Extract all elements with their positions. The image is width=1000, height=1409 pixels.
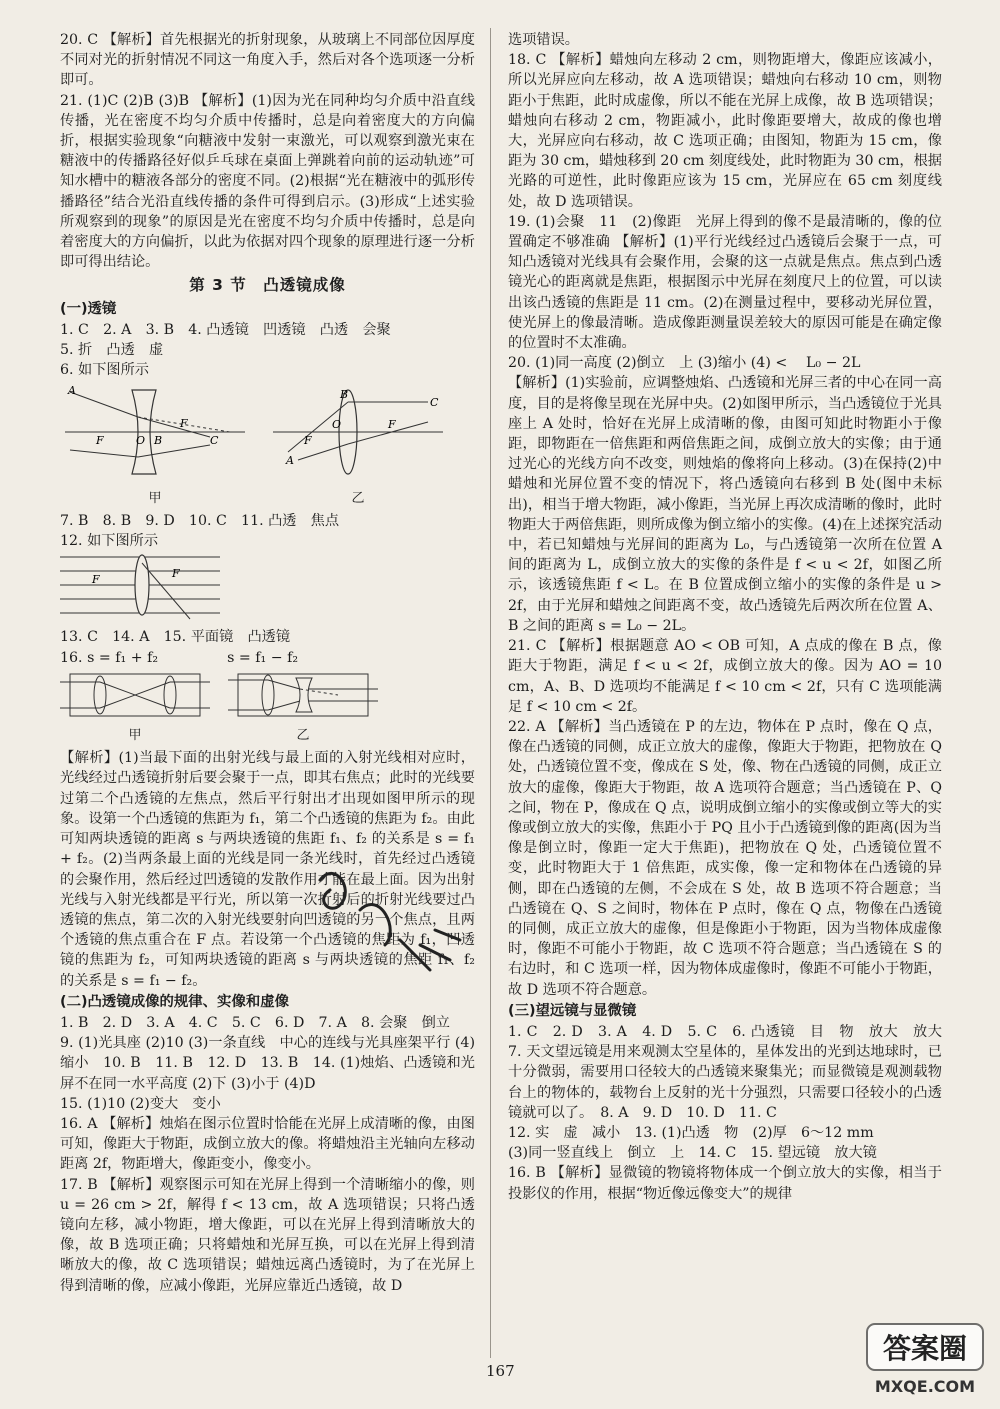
answer-18: 18. C 【解析】蜡烛向左移动 2 cm，则物距增大，像距应该减小，所以光屏应向左移动，故 A 选项错误；蜡烛向右移动 10 cm，则物距小于焦距，此时成虚像，所以不能在光屏上成像，故 B 选项错误；蜡烛向右移动 2 cm，物距减小，此时像距要增大，故成的像也增大，光屏应向右移动，故 C 选项正确；由图知，物距为 15 cm，像距为 30 cm，蜡烛移到 20 cm 刻度线处，此时物距为 30 cm，根据光路的可逆性，此时像距应该为 15 cm，光屏应在 65 cm 刻度线处，故 D 选项错误。 <box>508 52 942 210</box>
answers-13-15: (3)同一竖直线上 倒立 上 14. C 15. 望远镜 放大镜 <box>508 1145 877 1162</box>
svg-text:O: O <box>332 418 342 432</box>
svg-text:答案圈: 答案圈 <box>882 1332 968 1365</box>
answer-20-explanation: 【解析】(1)实验前，应调整烛焰、凸透镜和光屏三者的中心在同一高度，目的是将像呈现在光屏中央。(2)如图甲所示，当凸透镜位于光具座上 A 处时，恰好在光屏上成清晰的像，由图可知此时物距小于像距，即物距在一倍焦距和两倍焦距之间，成倒立放大的实像；由于通过光心的光线方向不改变，则烛焰的像将向上移动。(3)在保持(2)中蜡烛和光屏位置不变的情况下，将凸透镜向右移到 B 处(图中未标出)，相当于增大物距，减小像距，当光屏上再次成清晰的像时，此时物距大于两倍焦距，则所成像为倒立缩小的实像。(4)在上述探究活动中，若已知蜡烛与光屏间的距离为 L₀，与凸透镜第一次所在位置 A 间的距离为 L，成倒立放大的实像的条件是 f < u < 2f，如图乙所示，该透镜焦距 f < L。在 B 位置成倒立缩小的实像的条件是 u > 2f，由于光屏和蜡烛之间距离不变，故凸透镜先后两次所在位置 A、B 之间的距离 s = L₀ − 2L。 <box>508 375 942 634</box>
answer-20: 20. C 【解析】首先根据光的折射现象，从玻璃上不同部位因厚度不同对光的折射情况不同这一角度入手，然后对各个选项逐一分析即可。 <box>60 32 475 89</box>
figure-6 <box>60 382 475 508</box>
answer-15: 15. (1)10 (2)变大 变小 <box>60 1095 221 1112</box>
svg-text:F: F <box>304 434 312 448</box>
svg-text:B: B <box>154 434 163 448</box>
answer-12: 12. 如下图所示 <box>60 533 159 550</box>
figure-6-caption-right: 乙 <box>351 490 365 506</box>
column-divider <box>490 28 491 1358</box>
subsection-telescope-microscope: (三)望远镜与显微镜 <box>508 1002 637 1019</box>
left-column <box>60 30 475 1296</box>
svg-text:F: F <box>172 567 180 581</box>
answer-6: 6. 如下图所示 <box>60 362 149 379</box>
section-title: 第 3 节 凸透镜成像 <box>189 276 346 295</box>
figure-6-caption-left: 甲 <box>148 490 162 506</box>
answers-1-11: 1. C 2. D 3. A 4. D 5. C 6. 凸透镜 目 物 放大 放大 7. 天文望远镜是用来观测太空星体的，星体发出的光到达地球时，已十分微弱，需要用口径较大的凸透镜来聚集光；而显微镜是观测载物台上的物体的，载物台上反射的光十分强烈，只需要口径较小的凸透镜就可以了。 8. A 9. D 10. D 11. C <box>508 1023 957 1121</box>
svg-text:F: F <box>180 417 188 431</box>
answers-1-4: 1. C 2. A 3. B 4. 凸透镜 凹透镜 凸透 会聚 <box>60 321 391 338</box>
svg-text:B: B <box>340 388 349 402</box>
figure-16-left-diagram <box>60 670 210 720</box>
formula-sum: 16. s = f₁ + f₂ <box>60 649 159 666</box>
right-column <box>508 30 957 1204</box>
answer-22: 22. A 【解析】当凸透镜在 P 的左边，物体在 P 点时，像在 Q 点，像在凸透镜的同侧，成正立放大的虚像，像距大于物距，把物放在 Q 处，凸透镜位置不变，像成在 S 处，像、物在凸透镜的同侧，成正立放大的虚像，像距大于物距，故 A 选项符合题意；当凸透镜在 P、Q 之间，物在 P，像成在 Q 点，说明成倒立缩小的实像或倒立等大的实像或倒立放大的实像，焦距小于 PQ 且小于凸透镜到像的距离(因为当像是倒立时，像距一定大于焦距)，把物放在 Q 处，凸透镜位置不变，此时物距大于 1 倍焦距，成实像，像一定和物体在凸透镜的异侧，即在凸透镜的左侧，不会成在 S 处，故 B 选项不符合题意；当凸透镜在 Q、S 之间时，物体在 P 点时，像在 Q 点，物像在凸透镜的同侧，成正立放大的虚像，但是像距小于物距，因为当物体成虚像时，像距不可能小于物距，故 C 选项不符合题意；当凸透镜在 S 的右边时，和 C 选项一样，因为物体成虚像时，像距不可能小于物距，故 D 选项不符合题意。 <box>508 718 942 998</box>
svg-text:C: C <box>430 396 439 410</box>
watermark-logo <box>865 1320 985 1400</box>
handwriting-scribble <box>300 850 470 990</box>
figure-16-caption-left: 甲 <box>128 728 142 744</box>
answers-13-15: 13. C 14. A 15. 平面镜 凸透镜 <box>60 629 291 646</box>
svg-text:A: A <box>68 384 76 398</box>
answer-21: 21. C 【解析】根据题意 AO < OB 可知，A 点成的像在 B 点，像距大于物距，满足 f < u < 2f，成倒立放大的像。因为 AO = 10 cm，A、B、D 选项均不能满足 f < 10 cm < 2f，只有 C 选项能满足 f < 10 cm < 2f。 <box>508 638 942 715</box>
svg-text:MXQE.COM: MXQE.COM <box>874 1377 976 1396</box>
svg-text:A: A <box>286 454 294 468</box>
answer-16: 16. B 【解析】显微镜的物镜将物体成一个倒立放大的实像，相当于投影仪的作用，根据“物近像远像变大”的规律 <box>508 1165 942 1202</box>
svg-text:C: C <box>210 434 219 448</box>
svg-text:F: F <box>388 418 396 432</box>
svg-text:O: O <box>136 434 146 448</box>
answers-1-8: 1. B 2. D 3. A 4. C 5. C 6. D 7. A 8. 会聚 倒立 <box>60 1014 450 1031</box>
figure-6-right-diagram <box>268 382 448 482</box>
svg-text:F: F <box>92 573 100 587</box>
svg-text:F: F <box>96 434 104 448</box>
answer-17: 17. B 【解析】观察图示可知在光屏上得到一个清晰缩小的像，则 u = 26 cm > 2f，解得 f < 13 cm，故 A 选项错误；只将凸透镜向左移，减小物距，增大像距，可以在光屏上得到清晰放大的像，故 B 选项正确；只将蜡烛和光屏互换，可以在光屏上得到清晰放大的像，故 C 选项错误；蜡烛远离凸透镜时，为了在光屏上得到清晰的像，应减小像距，光屏应靠近凸透镜，故 D <box>60 1176 475 1294</box>
answer-20-summary: 20. (1)同一高度 (2)倒立 上 (3)缩小 (4) < L₀ − 2L <box>508 355 861 372</box>
answers-12-13: 12. 实 虚 减小 13. (1)凸透 物 (2)厚 6～12 mm <box>508 1124 874 1141</box>
page-number: 167 <box>486 1362 515 1380</box>
formula-diff: s = f₁ − f₂ <box>227 649 299 666</box>
figure-6-left-diagram <box>60 382 250 482</box>
figure-12-diagram <box>60 551 220 621</box>
answer-5: 5. 折 凸透 虚 <box>60 342 164 359</box>
answer-17-continued: 选项错误。 <box>508 32 579 48</box>
answer-16-formulas <box>60 648 475 668</box>
answer-16-explanation: 【解析】(1)当最下面的出射光线与最上面的入射光线相对应时，光线经过凸透镜折射后要会聚于一点，即其右焦点；此时的光线要过第二个凸透镜的左焦点，然后平行射出才出现如图甲所示的现象。设第一个凸透镜的焦距为 f₁，第二个凸透镜的焦距为 f₂。由此可知两块透镜的距离 s 与两块透镜的焦距 f₁、f₂ 的关系是 s = f₁ + f₂。(2)当两条最上面的光线是同一条光线时，首先经过凸透镜的会聚作用，然后经过凹透镜的发散作用才能在最上面。因为出射光线与入射光线都是平行光，所以第一次折射后的折射光线要过凸透镜的焦点，第二次的入射光线要射向凹透镜的另一个焦点，且两个透镜的焦点重合在 F 点。若设第一个凸透镜的焦距为 f₁，凹透镜的焦距为 f₂，可知两块透镜的距离 s 与两块透镜的焦距 f₁、f₂ 的关系是 s = f₁ − f₂。 <box>60 750 475 989</box>
subsection-lens: (一)透镜 <box>60 300 117 317</box>
answers-9-14: 9. (1)光具座 (2)10 (3)一条直线 中心的连线与光具座架平行 (4)缩小 10. B 11. B 12. D 13. B 14. (1)烛焰、凸透镜和光屏不在同一水平高度 (2)下 (3)小于 (4)D <box>60 1035 475 1092</box>
figure-16-caption-right: 乙 <box>296 728 310 744</box>
answer-19: 19. (1)会聚 11 (2)像距 光屏上得到的像不是最清晰的，像的位置确定不够准确 【解析】(1)平行光线经过凸透镜后会聚于一点，可知凸透镜对光线具有会聚作用，会聚的这一点就是焦点。焦点到凸透镜光心的距离就是焦距，根据图示中光屏在刻度尺上的位置，可以读出该凸透镜的焦距是 11 cm。(2)在测量过程中，要移动光屏位置，使光屏上的像最清晰。造成像距测量误差较大的原因可能是在确定像的位置时不太准确。 <box>508 213 942 352</box>
figure-16-right-diagram <box>228 670 378 720</box>
subsection-imaging-rules: (二)凸透镜成像的规律、实像和虚像 <box>60 993 290 1010</box>
answer-21: 21. (1)C (2)B (3)B 【解析】(1)因为光在同种均匀介质中沿直线传播，光在密度不均匀介质中传播时，总是向着密度大的方向偏折，根据实验现象“向糖液中发射一束激光，可以观察到激光束在糖液中的传播路径好似乒乓球在桌面上弹跳着向前的运动轨迹”可知水槽中的糖液各部分的密度不同。(2)根据“光在糖液中的弧形传播路径”结合光沿直线传播的条件可得到启示。(3)形成“上述实验所观察到的现象”的原因是光在密度不均匀介质中传播时，总是向着密度大的方向偏折，以此为依据对四个现象的原理进行逐一分析即可得出结论。 <box>60 92 475 271</box>
answers-7-11: 7. B 8. B 9. D 10. C 11. 凸透 焦点 <box>60 512 340 529</box>
figure-16 <box>60 670 475 746</box>
answer-16: 16. A 【解析】烛焰在图示位置时恰能在光屏上成清晰的像，由图可知，像距大于物距，成倒立放大的像。将蜡烛沿主光轴向左移动距离 2f，物距增大，像距变小，像变小。 <box>60 1115 475 1173</box>
